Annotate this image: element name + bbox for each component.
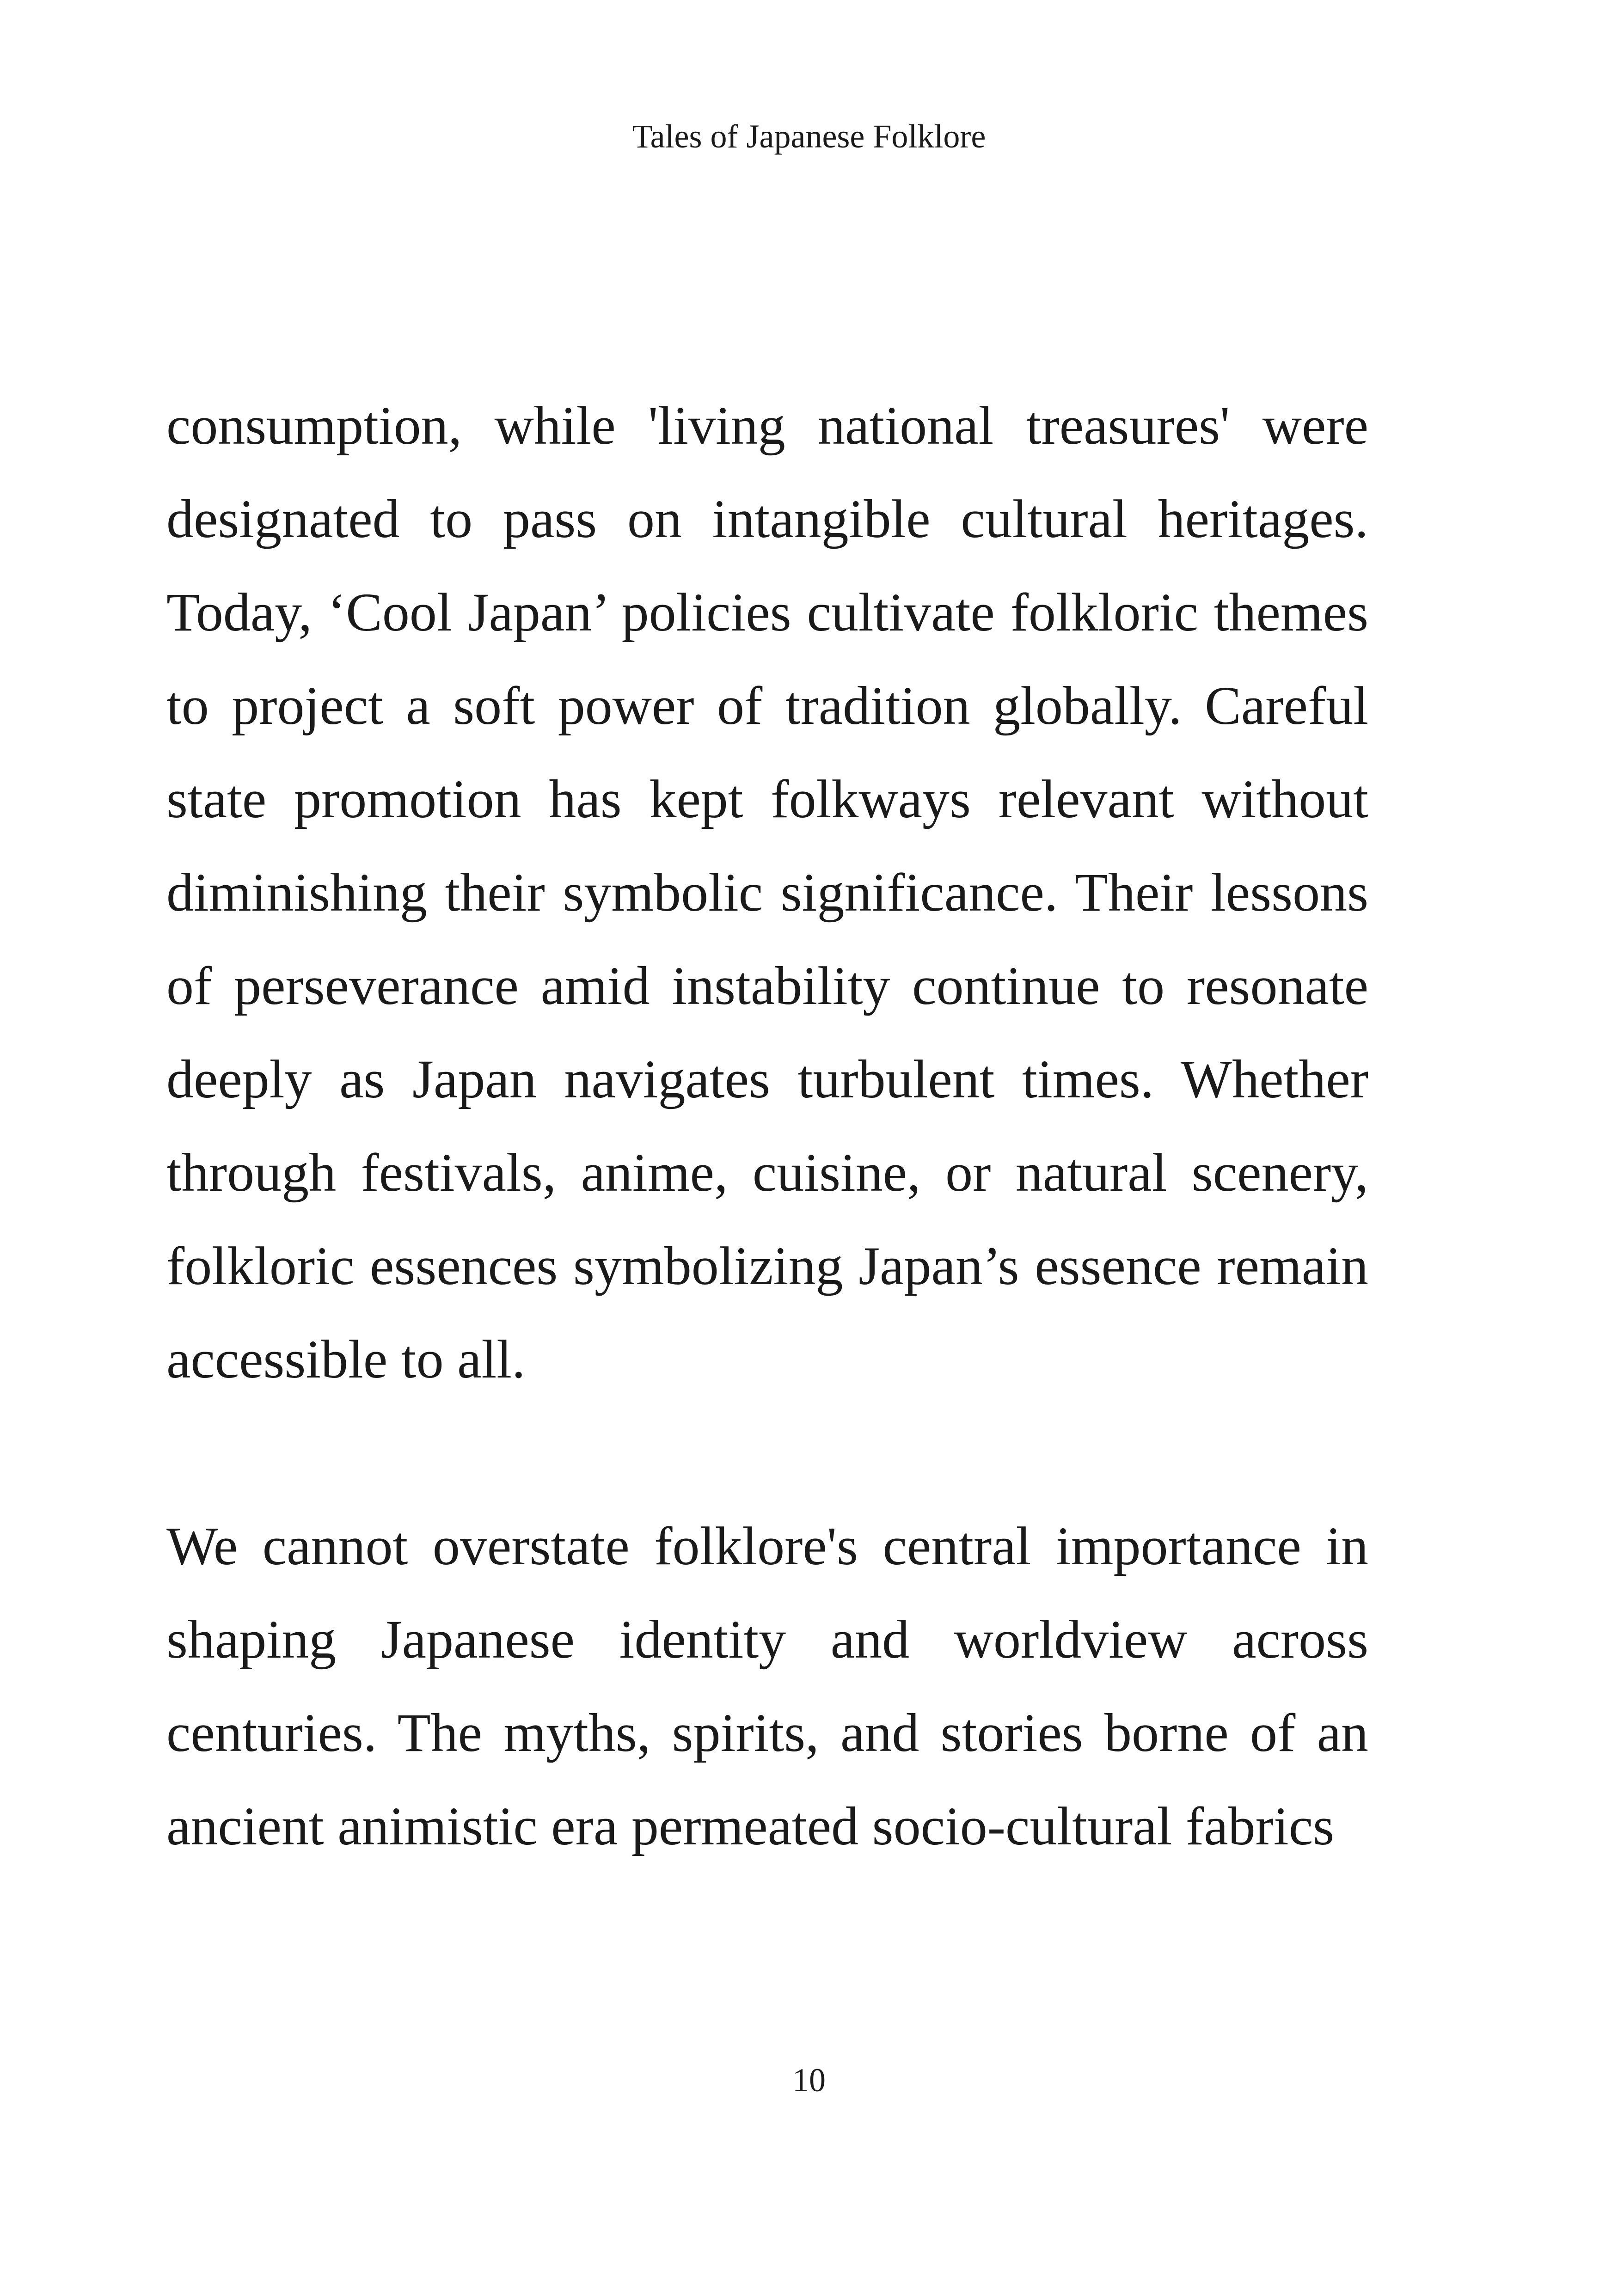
paragraph-1: consumption, while 'living national treasures' were designated to pass on intangible cultural heritages. Today, ‘Cool Japan’ policies cultivate folkloric themes to project a soft power of tradition globally. Careful state promotion has kept folkways relevant without diminishing their symbolic significance. Their lessons of perseverance amid instability continue to resonate deeply as Japan navigates turbulent times. Whether through festivals, anime, cuisine, or natural scenery, folkloric essences symbolizing Japan’s essence remain accessible to all.: [166, 395, 1368, 1390]
paragraph-2: We cannot overstate folklore's central importance in shaping Japanese identity and worldview across centuries. The myths, spirits, and stories borne of an ancient animistic era permeated socio-cultural fabrics: [166, 1516, 1368, 1856]
running-header: Tales of Japanese Folklore: [632, 118, 986, 155]
page-number: 10: [792, 2062, 826, 2099]
body-text: [166, 379, 1368, 1873]
